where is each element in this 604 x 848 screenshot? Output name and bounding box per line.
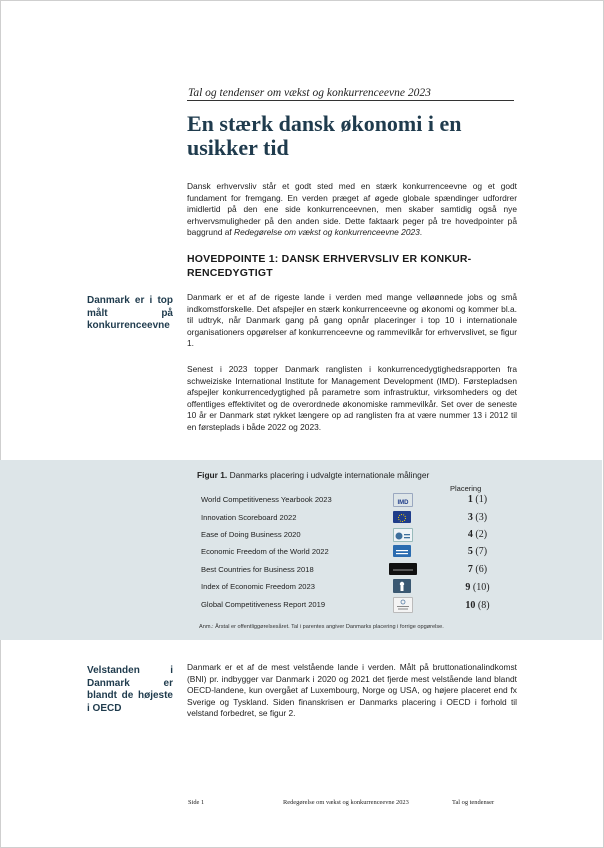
heritage-logo-icon [393, 579, 411, 593]
section1-paragraph-2: Senest i 2023 topper Danmark ranglisten i konkurrencedygtighedsrapporten fra schweiziske International Institute for Management Development (IMD). Førstepladsen afspejler konkurrencedygtighed på parametre som infrastruktur, virksomheders og det offentliges effektivitet og de overordnede økonomiske rammevilkår. Set over de seneste 10 år er Danmark støt rykket længere op ad ranglisten fra at være nummer 13 i 2012 til en førsteplads i både 2022 og 2023. [187, 364, 517, 432]
fraser-institute-logo-icon [393, 545, 411, 557]
figure-caption [197, 470, 429, 480]
figure-rank-current: 1 [467, 494, 473, 505]
page-title-line-2: usikker tid [187, 135, 289, 160]
page-title [187, 112, 517, 160]
intro-text: Dansk erhvervsliv står et godt sted med en stærk konkurrenceevne og et godt fundament for fremgang. En verden præget af øgede globale spændinger udfordrer imidlertid på den ene side konkurrenceevnen, men skaber samtidig også nye erhvervsmuligheder på den anden side. Dette faktaark peger på tre hovedpointer på baggrund af [187, 181, 517, 237]
section1-paragraph-1: Danmark er et af de rigeste lande i verden med mange velløønnede jobs og små indkomstforskelle. Det afspejler en stærk konkurrenceevne og økonomi og kommer bl.a. til udtryk, når Danmark gang på gang opnår placeringer i top 10 i internationale organisationers opgørelser af konkurrenceevne og rammevilkår for erhvervslivet, se figur 1. [187, 292, 517, 348]
figure-rank [455, 529, 500, 540]
figure-row-label: Ease of Doing Business 2020 [201, 530, 301, 539]
section-heading-1 [187, 252, 517, 280]
figure-rank-previous: (3) [475, 512, 488, 523]
running-header: Tal og tendenser om vækst og konkurrenceevne 2023 [188, 87, 431, 99]
section-heading-1-line-2: RENCEDYGTIGT [187, 267, 273, 279]
figure-rank-previous: (8) [477, 600, 490, 611]
footer-section-title: Tal og tendenser [452, 799, 495, 806]
forbes-logo-icon [389, 563, 417, 575]
figure-rank-previous: (1) [475, 494, 488, 505]
page-title-line-1: En stærk dansk økonomi i en [187, 111, 462, 136]
imd-logo-icon [393, 493, 413, 507]
figure-rank [455, 546, 500, 557]
figure-rank [455, 564, 500, 575]
figure-rank-previous: (7) [475, 546, 488, 557]
figure-rank-previous: (6) [475, 564, 488, 575]
header-rule [187, 100, 514, 101]
figure-rank-previous: (2) [475, 529, 488, 540]
figure-row-label: Innovation Scoreboard 2022 [201, 513, 297, 522]
figure-column-header: Placering [450, 484, 482, 493]
wef-logo-icon [393, 597, 413, 613]
eu-flag-logo-icon [393, 511, 411, 523]
footer-report-title: Redegørelse om vækst og konkurrenceevne 2023 [283, 799, 409, 806]
figure-row-label: World Competitiveness Yearbook 2023 [201, 495, 332, 504]
intro-paragraph [187, 181, 517, 239]
figure-rank [455, 600, 500, 611]
figure-title: Danmarks placering i udvalgte internationale målinger [227, 470, 430, 480]
intro-text-end: . [419, 227, 423, 237]
figure-row-label: Index of Economic Freedom 2023 [201, 582, 315, 591]
figure-row-label: Economic Freedom of the World 2022 [201, 547, 329, 556]
svg-text:IMD: IMD [397, 500, 409, 506]
figure-rank-current: 4 [467, 529, 473, 540]
footer-page-number: Side 1 [188, 799, 205, 806]
figure-rank [455, 512, 500, 523]
figure-number: Figur 1. [197, 470, 228, 480]
figure-rank-current: 5 [467, 546, 473, 557]
figure-row-label: Best Countries for Business 2018 [201, 565, 314, 574]
figure-note: Anm.: Årstal er offentliggørelsesåret. Tal i parentes angiver Danmarks placering i forrige opgørelse. [199, 624, 444, 630]
figure-rank-current: 9 [465, 582, 471, 593]
figure-rank-current: 7 [467, 564, 473, 575]
world-bank-logo-icon [393, 528, 413, 542]
figure-rank-previous: (10) [472, 582, 490, 593]
figure-rank-current: 3 [467, 512, 473, 523]
figure-row-label: Global Competitiveness Report 2019 [201, 600, 326, 609]
section-heading-1-line-1: HOVEDPOINTE 1: DANSK ERHVERVSLIV ER KONKUR- [187, 253, 472, 265]
intro-report-title: Redegørelse om vækst og konkurrenceevne 2023 [234, 227, 420, 237]
margin-note-prosperity: Velstanden i Danmark er blandt de højeste i OECD [87, 665, 173, 714]
figure-rank [455, 582, 500, 593]
figure-rank [455, 494, 500, 505]
section2-paragraph-1: Danmark er et af de mest velstående lande i verden. Målt på bruttonationalindkomst (BNI) pr. indbygger var Danmark i 2020 og 2021 det fjerde mest velstående land blandt OECD-landene, kun overgået af Luxembourg, Norge og USA, og højere placeret end fx Sverige og Tyskland. Siden finanskrisen er Danmarks placering i OECD i forhold til velstand forbedret, se figur 2. [187, 662, 517, 718]
margin-note-competitiveness: Danmark er i top målt på konkurrenceevne [87, 295, 173, 331]
figure-rank-current: 10 [465, 600, 476, 611]
